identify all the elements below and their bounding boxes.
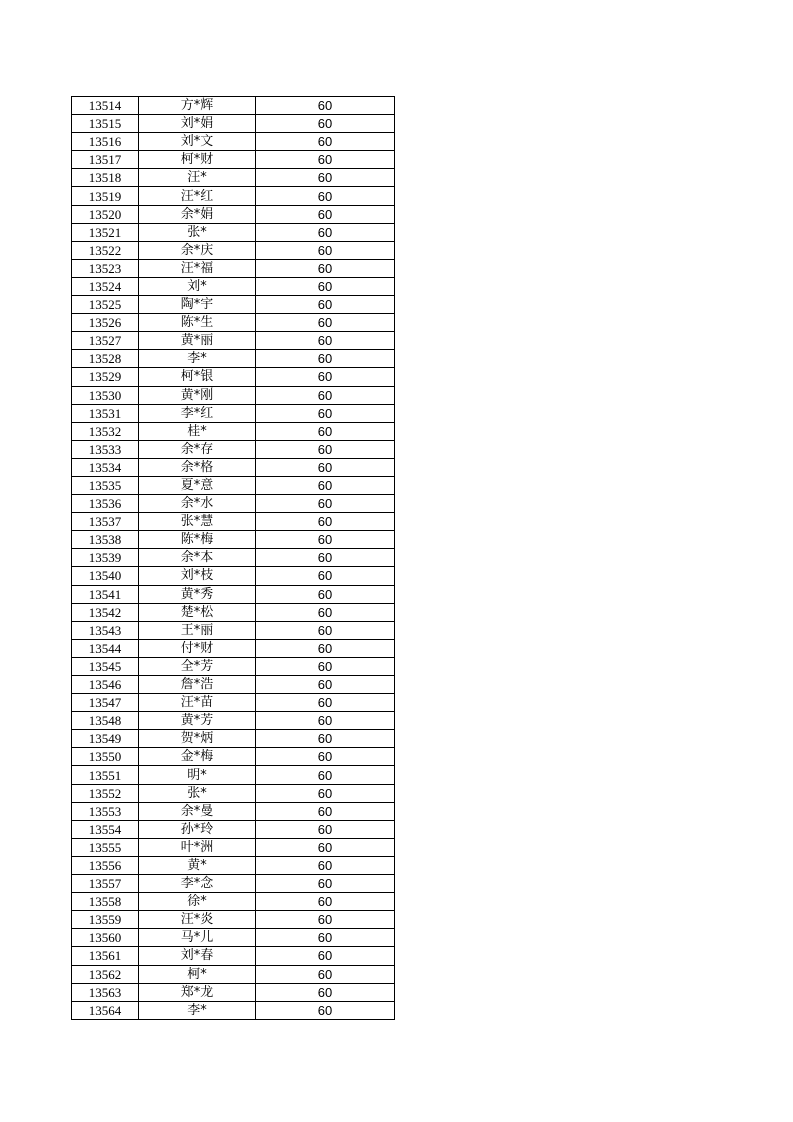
row-id-cell: 13528: [72, 350, 139, 368]
row-name-cell: 余*娟: [139, 205, 256, 223]
row-id-cell: 13526: [72, 314, 139, 332]
row-name-cell: 张*: [139, 223, 256, 241]
table-row: [72, 495, 395, 513]
row-id-cell: 13537: [72, 513, 139, 531]
row-name-cell: 刘*娟: [139, 115, 256, 133]
row-score-cell: 60: [256, 947, 395, 965]
row-score-cell: 60: [256, 875, 395, 893]
row-name-cell: 郑*龙: [139, 983, 256, 1001]
row-name-cell: 陈*梅: [139, 531, 256, 549]
row-id-cell: 13516: [72, 133, 139, 151]
table-row: [72, 657, 395, 675]
row-id-cell: 13529: [72, 368, 139, 386]
table-row: [72, 694, 395, 712]
table-row: [72, 440, 395, 458]
row-name-cell: 夏*意: [139, 476, 256, 494]
row-score-cell: 60: [256, 784, 395, 802]
row-score-cell: 60: [256, 169, 395, 187]
row-score-cell: 60: [256, 422, 395, 440]
row-name-cell: 方*辉: [139, 97, 256, 115]
row-score-cell: 60: [256, 133, 395, 151]
row-score-cell: 60: [256, 929, 395, 947]
table-row: [72, 133, 395, 151]
row-name-cell: 金*梅: [139, 748, 256, 766]
row-name-cell: 汪*红: [139, 187, 256, 205]
row-id-cell: 13514: [72, 97, 139, 115]
roster-table: [71, 96, 395, 1020]
row-id-cell: 13549: [72, 730, 139, 748]
row-score-cell: 60: [256, 296, 395, 314]
row-id-cell: 13546: [72, 676, 139, 694]
table-row: [72, 187, 395, 205]
row-name-cell: 汪*福: [139, 259, 256, 277]
row-name-cell: 余*本: [139, 549, 256, 567]
row-name-cell: 汪*苗: [139, 694, 256, 712]
row-score-cell: 60: [256, 676, 395, 694]
table-row: [72, 766, 395, 784]
row-score-cell: 60: [256, 151, 395, 169]
row-id-cell: 13552: [72, 784, 139, 802]
row-id-cell: 13557: [72, 875, 139, 893]
row-score-cell: 60: [256, 1001, 395, 1019]
row-id-cell: 13525: [72, 296, 139, 314]
table-row: [72, 802, 395, 820]
row-score-cell: 60: [256, 513, 395, 531]
table-row: [72, 730, 395, 748]
row-score-cell: 60: [256, 621, 395, 639]
row-name-cell: 徐*: [139, 893, 256, 911]
row-name-cell: 贺*炳: [139, 730, 256, 748]
table-row: [72, 476, 395, 494]
row-id-cell: 13521: [72, 223, 139, 241]
row-score-cell: 60: [256, 495, 395, 513]
row-score-cell: 60: [256, 458, 395, 476]
row-id-cell: 13542: [72, 603, 139, 621]
row-id-cell: 13554: [72, 820, 139, 838]
table-row: [72, 585, 395, 603]
row-id-cell: 13564: [72, 1001, 139, 1019]
row-name-cell: 柯*财: [139, 151, 256, 169]
table-row: [72, 712, 395, 730]
table-row: [72, 929, 395, 947]
table-row: [72, 115, 395, 133]
row-name-cell: 柯*银: [139, 368, 256, 386]
row-score-cell: 60: [256, 603, 395, 621]
row-score-cell: 60: [256, 748, 395, 766]
table-row: [72, 531, 395, 549]
table-row: [72, 368, 395, 386]
row-name-cell: 桂*: [139, 422, 256, 440]
row-name-cell: 詹*浩: [139, 676, 256, 694]
table-row: [72, 603, 395, 621]
row-score-cell: 60: [256, 97, 395, 115]
row-name-cell: 付*财: [139, 639, 256, 657]
row-name-cell: 刘*文: [139, 133, 256, 151]
row-score-cell: 60: [256, 187, 395, 205]
row-name-cell: 刘*: [139, 277, 256, 295]
row-score-cell: 60: [256, 983, 395, 1001]
row-id-cell: 13545: [72, 657, 139, 675]
row-score-cell: 60: [256, 386, 395, 404]
row-id-cell: 13544: [72, 639, 139, 657]
row-name-cell: 余*存: [139, 440, 256, 458]
row-id-cell: 13515: [72, 115, 139, 133]
row-name-cell: 余*水: [139, 495, 256, 513]
row-score-cell: 60: [256, 549, 395, 567]
row-id-cell: 13535: [72, 476, 139, 494]
row-score-cell: 60: [256, 404, 395, 422]
row-score-cell: 60: [256, 965, 395, 983]
row-name-cell: 余*格: [139, 458, 256, 476]
row-name-cell: 刘*枝: [139, 567, 256, 585]
row-id-cell: 13559: [72, 911, 139, 929]
row-id-cell: 13553: [72, 802, 139, 820]
row-id-cell: 13517: [72, 151, 139, 169]
row-id-cell: 13547: [72, 694, 139, 712]
row-id-cell: 13534: [72, 458, 139, 476]
row-score-cell: 60: [256, 241, 395, 259]
row-id-cell: 13558: [72, 893, 139, 911]
row-id-cell: 13538: [72, 531, 139, 549]
row-id-cell: 13532: [72, 422, 139, 440]
row-id-cell: 13539: [72, 549, 139, 567]
row-score-cell: 60: [256, 730, 395, 748]
row-name-cell: 楚*松: [139, 603, 256, 621]
row-name-cell: 李*念: [139, 875, 256, 893]
row-id-cell: 13551: [72, 766, 139, 784]
row-score-cell: 60: [256, 440, 395, 458]
table-row: [72, 1001, 395, 1019]
table-row: [72, 567, 395, 585]
row-id-cell: 13533: [72, 440, 139, 458]
table-row: [72, 241, 395, 259]
row-id-cell: 13524: [72, 277, 139, 295]
table-row: [72, 911, 395, 929]
row-score-cell: 60: [256, 820, 395, 838]
table-row: [72, 856, 395, 874]
row-score-cell: 60: [256, 585, 395, 603]
row-score-cell: 60: [256, 314, 395, 332]
row-name-cell: 王*丽: [139, 621, 256, 639]
row-id-cell: 13555: [72, 838, 139, 856]
row-id-cell: 13562: [72, 965, 139, 983]
table-row: [72, 386, 395, 404]
row-score-cell: 60: [256, 277, 395, 295]
row-id-cell: 13543: [72, 621, 139, 639]
row-score-cell: 60: [256, 766, 395, 784]
table-row: [72, 676, 395, 694]
row-id-cell: 13518: [72, 169, 139, 187]
table-row: [72, 277, 395, 295]
row-id-cell: 13541: [72, 585, 139, 603]
row-id-cell: 13563: [72, 983, 139, 1001]
table-row: [72, 965, 395, 983]
row-name-cell: 张*: [139, 784, 256, 802]
table-row: [72, 97, 395, 115]
row-name-cell: 李*: [139, 350, 256, 368]
row-name-cell: 汪*: [139, 169, 256, 187]
row-score-cell: 60: [256, 838, 395, 856]
row-name-cell: 叶*洲: [139, 838, 256, 856]
row-score-cell: 60: [256, 205, 395, 223]
row-score-cell: 60: [256, 476, 395, 494]
table-row: [72, 893, 395, 911]
row-name-cell: 余*曼: [139, 802, 256, 820]
table-row: [72, 621, 395, 639]
row-name-cell: 孙*玲: [139, 820, 256, 838]
row-id-cell: 13522: [72, 241, 139, 259]
row-name-cell: 黄*刚: [139, 386, 256, 404]
row-name-cell: 黄*: [139, 856, 256, 874]
row-score-cell: 60: [256, 856, 395, 874]
row-id-cell: 13519: [72, 187, 139, 205]
row-score-cell: 60: [256, 639, 395, 657]
row-id-cell: 13531: [72, 404, 139, 422]
table-row: [72, 151, 395, 169]
row-name-cell: 柯*: [139, 965, 256, 983]
table-row: [72, 513, 395, 531]
row-name-cell: 李*: [139, 1001, 256, 1019]
table-row: [72, 748, 395, 766]
row-name-cell: 明*: [139, 766, 256, 784]
table-row: [72, 875, 395, 893]
row-id-cell: 13523: [72, 259, 139, 277]
row-score-cell: 60: [256, 712, 395, 730]
row-score-cell: 60: [256, 657, 395, 675]
table-row: [72, 223, 395, 241]
row-score-cell: 60: [256, 350, 395, 368]
row-name-cell: 汪*炎: [139, 911, 256, 929]
table-row: [72, 205, 395, 223]
row-score-cell: 60: [256, 567, 395, 585]
row-score-cell: 60: [256, 368, 395, 386]
table-row: [72, 169, 395, 187]
table-row: [72, 404, 395, 422]
row-name-cell: 刘*春: [139, 947, 256, 965]
row-score-cell: 60: [256, 694, 395, 712]
row-id-cell: 13530: [72, 386, 139, 404]
table-row: [72, 838, 395, 856]
row-id-cell: 13556: [72, 856, 139, 874]
table-row: [72, 296, 395, 314]
row-name-cell: 马*儿: [139, 929, 256, 947]
row-name-cell: 张*慧: [139, 513, 256, 531]
row-name-cell: 陈*生: [139, 314, 256, 332]
roster-table-body: [72, 97, 395, 1020]
row-id-cell: 13536: [72, 495, 139, 513]
row-name-cell: 全*芳: [139, 657, 256, 675]
row-score-cell: 60: [256, 332, 395, 350]
row-name-cell: 陶*宇: [139, 296, 256, 314]
row-id-cell: 13527: [72, 332, 139, 350]
row-name-cell: 李*红: [139, 404, 256, 422]
row-score-cell: 60: [256, 223, 395, 241]
row-name-cell: 黄*秀: [139, 585, 256, 603]
row-score-cell: 60: [256, 802, 395, 820]
table-row: [72, 784, 395, 802]
table-row: [72, 947, 395, 965]
table-row: [72, 332, 395, 350]
row-score-cell: 60: [256, 893, 395, 911]
row-name-cell: 黄*丽: [139, 332, 256, 350]
table-row: [72, 259, 395, 277]
row-score-cell: 60: [256, 259, 395, 277]
row-id-cell: 13560: [72, 929, 139, 947]
roster-sheet: [71, 96, 395, 1020]
table-row: [72, 549, 395, 567]
row-score-cell: 60: [256, 115, 395, 133]
table-row: [72, 458, 395, 476]
row-id-cell: 13548: [72, 712, 139, 730]
row-name-cell: 余*庆: [139, 241, 256, 259]
row-id-cell: 13550: [72, 748, 139, 766]
row-name-cell: 黄*芳: [139, 712, 256, 730]
row-score-cell: 60: [256, 911, 395, 929]
table-row: [72, 983, 395, 1001]
table-row: [72, 422, 395, 440]
row-score-cell: 60: [256, 531, 395, 549]
table-row: [72, 314, 395, 332]
row-id-cell: 13540: [72, 567, 139, 585]
table-row: [72, 639, 395, 657]
row-id-cell: 13520: [72, 205, 139, 223]
table-row: [72, 350, 395, 368]
table-row: [72, 820, 395, 838]
row-id-cell: 13561: [72, 947, 139, 965]
